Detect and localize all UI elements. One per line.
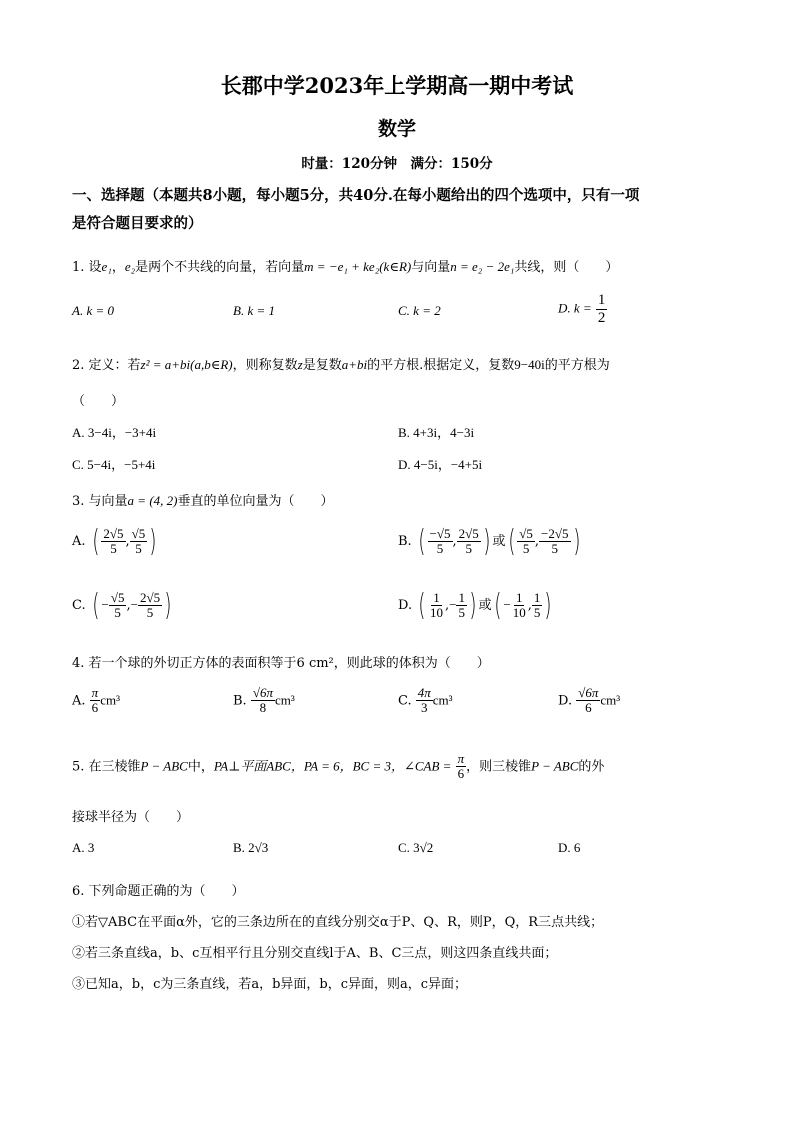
q3-c-frac1: $\frac{√5}{5}$: [110, 589, 125, 620]
q3-d-or: 或: [478, 598, 492, 613]
q1-e2: e₂: [124, 259, 136, 274]
q3-label-b: B.: [398, 534, 412, 549]
q4-a-frac: $\frac{\pi}{6}$: [91, 685, 99, 716]
q3-a-frac2: $\frac{√5}{5}$: [131, 525, 146, 556]
q2-text-d: 的平方根.根据定义，复数: [367, 358, 515, 373]
q1-text-b: 是两个不共线的向量，若向量: [135, 260, 305, 275]
q1-option-a: A. k = 0: [72, 303, 114, 318]
q1-option-d-fraction: [596, 292, 608, 326]
q4-option-b: B. $\frac{√6\pi}{8}$ cm³: [233, 685, 295, 716]
q2-z: z: [297, 357, 303, 372]
question-4: 4. 若一个球的外切正方体的表面积等于6 cm²，则此球的体积为（ ）: [72, 656, 490, 671]
q2-option-c: C. 5−4i，−5+4i: [72, 457, 156, 472]
q1-text-c: 与向量: [411, 260, 451, 275]
q3-d-frac1: $\frac{1}{10}$: [429, 589, 443, 620]
exam-title: 长郡中学2023年上学期高一期中考试: [220, 73, 574, 98]
q3-b-frac3: $\frac{√5}{5}$: [519, 525, 533, 556]
q3-text-b: 垂直的单位向量为（ ）: [177, 494, 334, 509]
q1-m-expr: m = −e₁ + ke₂(k∈R): [304, 259, 412, 274]
q1-option-c: C. k = 2: [398, 303, 441, 318]
q4-c-frac: $\frac{4\pi}{3}$: [417, 685, 431, 716]
q1-option-d: [558, 292, 607, 326]
subject-title: 数学: [377, 118, 416, 140]
q3-b-frac1: $\frac{-√5}{5}$: [429, 525, 451, 556]
q5-pabc: P − ABC: [140, 758, 188, 774]
q2-text-e: 的平方根为: [544, 358, 610, 373]
q3-text-a: 3. 与向量: [72, 494, 128, 509]
q3-d-frac3: $\frac{1}{10}$: [512, 589, 526, 620]
q3-d-frac4: $\frac{1}{5}$: [533, 589, 541, 620]
q3-expr: a = (4, 2): [127, 493, 178, 508]
q6-statement-2: ②若三条直线a，b、c互相平行且分别交直线l于A、B、C三点，则这四条直线共面；: [72, 946, 558, 961]
q3-option-a: A. ( $\frac{2√5}{5}$ , $\frac{√5}{5}$ ): [72, 524, 157, 559]
question-5: 5. 在三棱锥P − ABC中，PA⊥平面ABC，PA = 6，BC = 3，∠CAB = $\frac{\pi}{6}$ ，则三棱锥P − ABC的外: [72, 751, 605, 782]
q3-option-d: D. ( $\frac{1}{10}$ ,− $\frac{1}{5}$ ) 或( − $\frac{1}{10}$ , $\frac{1}{5}$ ): [398, 588, 552, 623]
q2-option-d: D. 4−5i，−4+5i: [398, 457, 483, 472]
q5-line2: 接球半径为（ ）: [72, 810, 190, 825]
q5-option-c: C. 3√2: [398, 840, 434, 855]
q1-e1: e₁: [101, 259, 112, 274]
question-6: 6. 下列命题正确的为（ ）: [72, 884, 245, 899]
q5-angle-frac: $\frac{\pi}{6}$: [457, 751, 465, 782]
q3-b-or: 或: [492, 534, 506, 549]
q1-text-a: 1. 设: [72, 260, 102, 275]
q4-option-d: D. $\frac{√6\pi}{6}$ cm³: [558, 685, 621, 716]
question-2: [72, 354, 610, 373]
section-heading-line1: 一、选择题（本题共8小题，每小题5分，共40分.在每小题给出的四个选项中，只有一项: [72, 187, 640, 204]
q3-c-frac2: $\frac{2√5}{5}$: [139, 589, 161, 620]
q2-expr3: 9−40i: [514, 357, 545, 372]
q5-option-a: A. 3: [72, 840, 95, 855]
q3-label-a: A.: [72, 534, 86, 549]
q1-d-den: 2: [597, 309, 606, 326]
q2-paren: （ ）: [72, 394, 125, 409]
q4-option-a: A. $\frac{\pi}{6}$ cm³: [72, 685, 120, 716]
q1-n-expr: n = e₂ − 2e₁: [450, 259, 515, 274]
q2-option-b: B. 4+3i，4−3i: [398, 425, 475, 440]
q2-text-c: 是复数: [302, 358, 342, 373]
q3-label-d: D.: [398, 598, 413, 613]
q3-b-frac4: $\frac{-2√5}{5}$: [541, 525, 569, 556]
q4-d-frac: $\frac{√6\pi}{6}$: [578, 685, 599, 716]
q1-text-d: 共线，则（ ）: [514, 260, 619, 275]
q2-text-b: ，则称复数: [232, 358, 298, 373]
q4-b-frac: $\frac{√6\pi}{8}$: [252, 685, 273, 716]
q1-d-num: 1: [597, 292, 606, 308]
q1-option-d-label: D. k =: [558, 300, 592, 316]
q6-statement-3: ③已知a，b，c为三条直线，若a，b异面，b，c异面，则a，c异面；: [72, 977, 468, 992]
q3-a-frac1: $\frac{2√5}{5}$: [103, 525, 124, 556]
q2-text-a: 2. 定义：若: [72, 358, 141, 373]
q4-option-c: C. $\frac{4\pi}{3}$ cm³: [398, 685, 453, 716]
q2-option-a: A. 3−4i，−3+4i: [72, 425, 157, 440]
section-heading-line2: 是符合题目要求的）: [72, 215, 203, 232]
q3-label-c: C.: [72, 598, 86, 613]
question-1: 1. 设e₁，e₂是两个不共线的向量，若向量m = −e₁ + ke₂(k∈R)与向量n = e₂ − 2e₁共线，则（ ）: [72, 259, 619, 275]
q2-expr1: z² = a+bi(a,b∈R): [140, 357, 233, 372]
q1-option-b: B. k = 1: [233, 303, 275, 318]
q3-option-c: C. ( − $\frac{√5}{5}$ ,− $\frac{2√5}{5}$ ): [72, 588, 172, 623]
q3-d-frac2: $\frac{1}{5}$: [458, 589, 465, 620]
question-3: [72, 490, 334, 509]
q5-option-d: D. 6: [558, 840, 581, 855]
q3-b-frac2: $\frac{2√5}{5}$: [458, 525, 479, 556]
q3-option-b: B. ( $\frac{-√5}{5}$ , $\frac{2√5}{5}$ ) 或( $\frac{√5}{5}$ , $\frac{-2√5}{5}$ ): [398, 524, 580, 559]
q5-option-b: B. 2√3: [233, 840, 269, 855]
exam-meta: 时量：120分钟 满分：150分: [301, 156, 493, 172]
q5-condition: PA⊥平面ABC，PA = 6，BC = 3，∠CAB =: [213, 758, 452, 774]
q6-statement-1: ①若▽ABC在平面α外，它的三条边所在的直线分别交α于P、Q、R，则P，Q，R三点共线；: [72, 915, 604, 930]
q2-expr2: a+bi: [341, 357, 368, 372]
